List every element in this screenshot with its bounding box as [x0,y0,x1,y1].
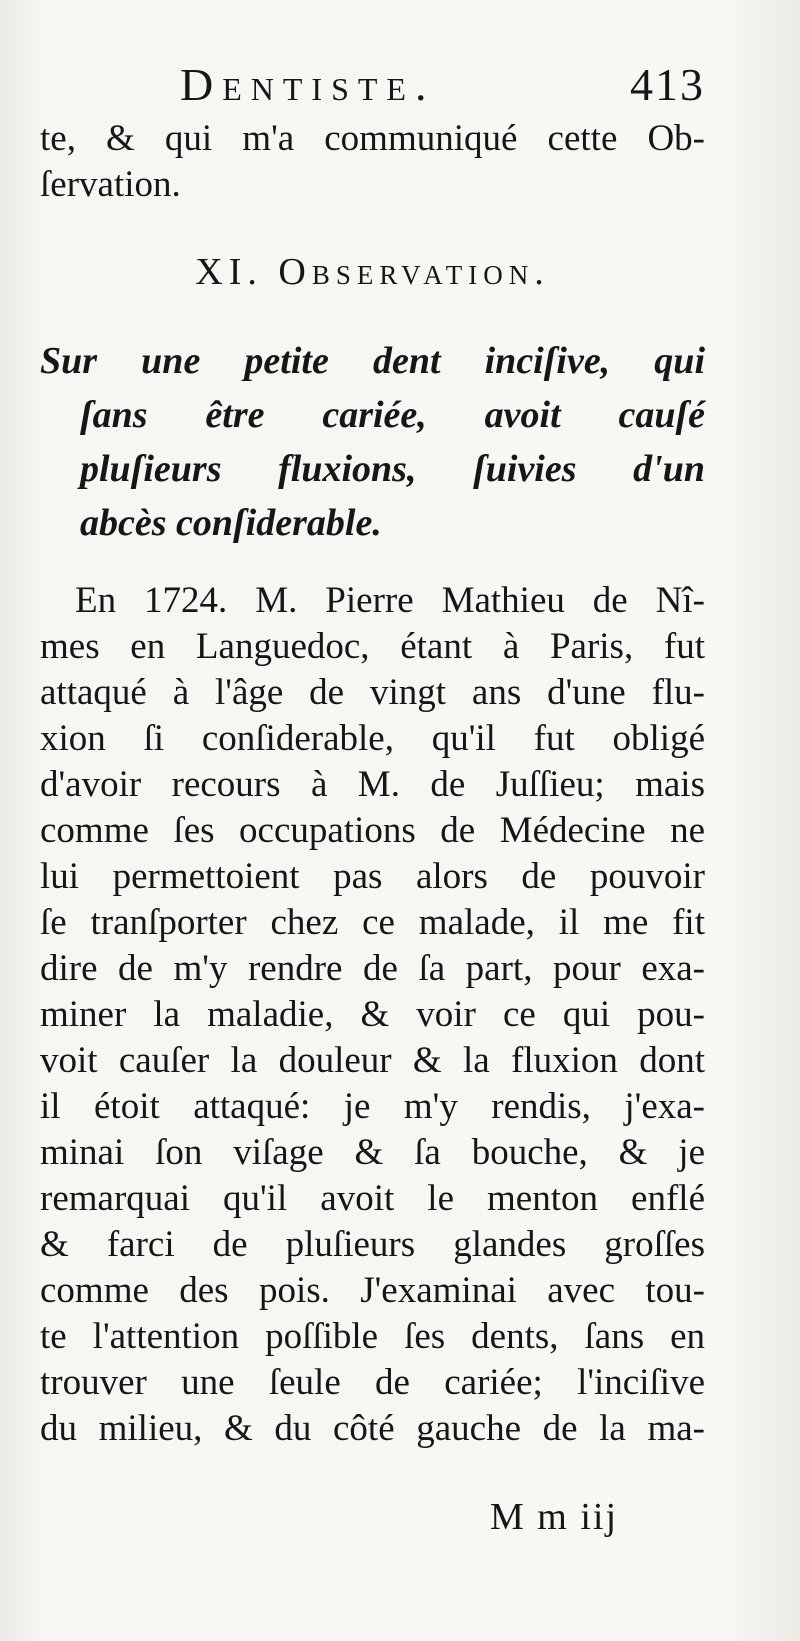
text-line: d'avoir recours à M. de Juſſieu; mais [40,764,705,805]
running-head: Dentiste. [180,59,436,110]
text-line: ſervation. [40,164,181,205]
text-line: dire de m'y rendre de ſa part, pour exa- [40,948,705,989]
text-line: comme des pois. J'examinai avec tou- [40,1270,705,1311]
subtitle-line: pluſieurs fluxions, ſuivies d'un [80,448,705,490]
text-line: remarquai qu'il avoit le menton enflé [40,1178,705,1219]
text-line: En 1724. M. Pierre Mathieu de Nî- [75,580,705,621]
text-line: mes en Languedoc, étant à Paris, fut [40,626,705,667]
subtitle-line: ſans être cariée, avoit cauſé [80,394,705,436]
text-line: lui permettoient pas alors de pouvoir [40,856,705,897]
text-line: miner la maladie, & voir ce qui pou- [40,994,705,1035]
text-line: & farci de pluſieurs glandes groſſes [40,1224,705,1265]
text-line: ſe tranſporter chez ce malade, il me fit [40,902,705,943]
text-line: comme ſes occupations de Médecine ne [40,810,705,851]
signature-mark: M m iij [490,1496,619,1538]
text-line: minai ſon viſage & ſa bouche, & je [40,1132,705,1173]
page-header [40,58,705,118]
text-line: il étoit attaqué: je m'y rendis, j'exa- [40,1086,705,1127]
text-line: du milieu, & du côté gauche de la ma- [40,1408,705,1449]
text-line: te l'attention poſſible ſes dents, ſans en [40,1316,705,1357]
subtitle-line: abcès conſiderable. [80,502,382,544]
text-line: trouver une ſeule de cariée; l'inciſive [40,1362,705,1403]
subtitle-line: Sur une petite dent inciſive, qui [40,340,705,382]
section-heading: XI. Observation. [195,251,550,293]
text-line: xion ſi conſiderable, qu'il fut obligé [40,718,705,759]
text-line: te, & qui m'a communiqué cette Ob- [40,118,705,159]
text-line: voit cauſer la douleur & la fluxion dont [40,1040,705,1081]
text-line: attaqué à l'âge de vingt ans d'une flu- [40,672,705,713]
page-number: 413 [630,59,705,110]
